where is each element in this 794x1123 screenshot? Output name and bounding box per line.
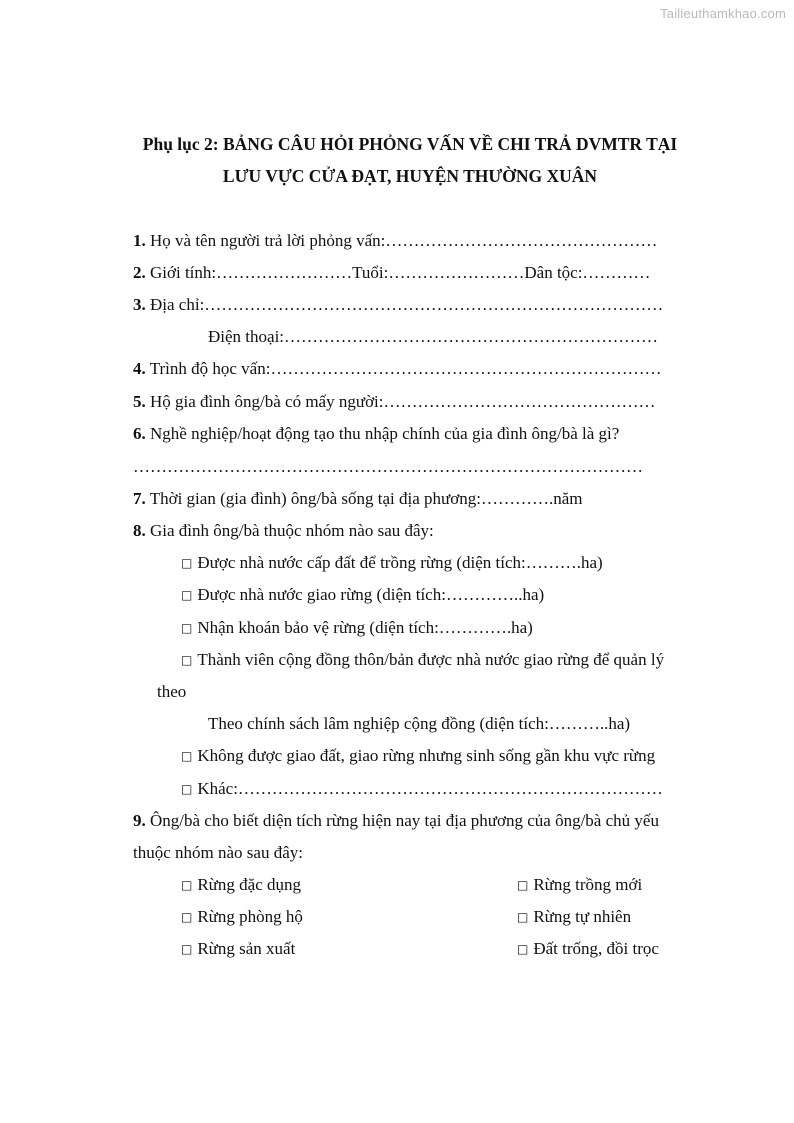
question-6 [133, 423, 619, 445]
question-text: Hộ gia đình ông/bà có mấy người:………………………………………… [150, 392, 656, 411]
q8-option-4 [181, 649, 664, 672]
question-number: 1. [133, 231, 146, 250]
checkbox-icon: □ [181, 749, 193, 763]
question-4 [133, 358, 661, 380]
question-number: 4. [133, 359, 146, 378]
question-number: 8. [133, 521, 146, 540]
q9-option-right-1 [517, 874, 642, 897]
option-label: Thành viên cộng đồng thôn/bản được nhà nước giao rừng để quản lý [197, 650, 665, 669]
checkbox-icon: □ [517, 942, 529, 956]
checkbox-icon: □ [181, 782, 193, 796]
question-text: Nghề nghiệp/hoạt động tạo thu nhập chính của gia đình ông/bà là gì? [150, 424, 620, 443]
q8-option-6 [181, 778, 663, 801]
document-title [100, 128, 720, 192]
question-3-phone: Điện thoại:………………………………………………………… [208, 327, 659, 346]
title-line-2: LƯU VỰC CỬA ĐẠT, HUYỆN THƯỜNG XUÂN [222, 166, 598, 186]
option-label: Khác:………………………………………………………………… [197, 779, 663, 798]
question-number: 2. [133, 263, 146, 282]
option-label: Rừng sản xuất [197, 939, 296, 958]
option-label: Được nhà nước giao rừng (diện tích:…………..ha) [197, 585, 545, 604]
question-number: 9. [133, 811, 146, 830]
question-text: Ông/bà cho biết diện tích rừng hiện nay tại địa phương của ông/bà chủ yếu [150, 811, 659, 830]
option-label: Không được giao đất, giao rừng nhưng sinh sống gần khu vực rừng [197, 746, 656, 765]
q9-option-right-2 [517, 906, 631, 929]
question-text: Họ và tên người trả lời phỏng vấn:………………………………………… [150, 231, 658, 250]
option-label: Rừng đặc dụng [197, 875, 301, 894]
question-8 [133, 520, 434, 542]
option-label: Rừng trồng mới [533, 875, 643, 894]
question-number: 7. [133, 489, 146, 508]
q8-option-2 [181, 584, 544, 607]
q9-option-left-1 [181, 874, 301, 897]
q8-option-5 [181, 745, 655, 768]
checkbox-icon: □ [181, 942, 193, 956]
q8-option-4-sub: Theo chính sách lâm nghiệp cộng đồng (diện tích:………..ha) [208, 714, 631, 733]
question-9-cont: thuộc nhóm nào sau đây: [133, 843, 303, 862]
question-text: Địa chỉ:……………………………………………………………………… [150, 295, 664, 314]
question-number: 6. [133, 424, 146, 443]
question-3 [133, 294, 663, 316]
option-label: Rừng tự nhiên [533, 907, 632, 926]
watermark: Tailieuthamkhao.com [660, 6, 786, 21]
question-number: 3. [133, 295, 146, 314]
checkbox-icon: □ [181, 556, 193, 570]
question-2 [133, 262, 650, 284]
checkbox-icon: □ [517, 878, 529, 892]
q8-option-1 [181, 552, 603, 575]
option-label: Đất trống, đồi trọc [533, 939, 659, 958]
q9-option-right-3 [517, 938, 659, 961]
option-label: Rừng phòng hộ [197, 907, 303, 926]
checkbox-icon: □ [181, 910, 193, 924]
question-9 [133, 810, 659, 832]
question-text: Giới tính:……………………Tuổi:……………………Dân tộc:………… [150, 263, 651, 282]
question-7 [133, 488, 582, 510]
checkbox-icon: □ [181, 653, 193, 667]
question-text: Trình độ học vấn:…………………………………………………………… [149, 359, 662, 378]
checkbox-icon: □ [181, 621, 193, 635]
checkbox-icon: □ [517, 910, 529, 924]
question-5 [133, 391, 656, 413]
question-1 [133, 230, 657, 252]
option-label: Nhận khoán bảo vệ rừng (diện tích:………….ha) [197, 618, 533, 637]
question-text: Thời gian (gia đình) ông/bà sống tại địa phương:………….năm [149, 489, 583, 508]
q8-option-3 [181, 617, 533, 640]
question-text: Gia đình ông/bà thuộc nhóm nào sau đây: [150, 521, 434, 540]
checkbox-icon: □ [181, 878, 193, 892]
q9-option-left-2 [181, 906, 303, 929]
checkbox-icon: □ [181, 588, 193, 602]
question-6-blank: ……………………………………………………………………………… [133, 457, 643, 476]
q8-option-4-wrap: theo [157, 682, 187, 701]
question-number: 5. [133, 392, 146, 411]
option-label: Được nhà nước cấp đất để trồng rừng (diện tích:……….ha) [197, 553, 603, 572]
title-line-1: Phụ lục 2: BẢNG CÂU HỎI PHỎNG VẤN VỀ CHI TRẢ DVMTR TẠI [142, 134, 678, 154]
q9-option-left-3 [181, 938, 295, 961]
